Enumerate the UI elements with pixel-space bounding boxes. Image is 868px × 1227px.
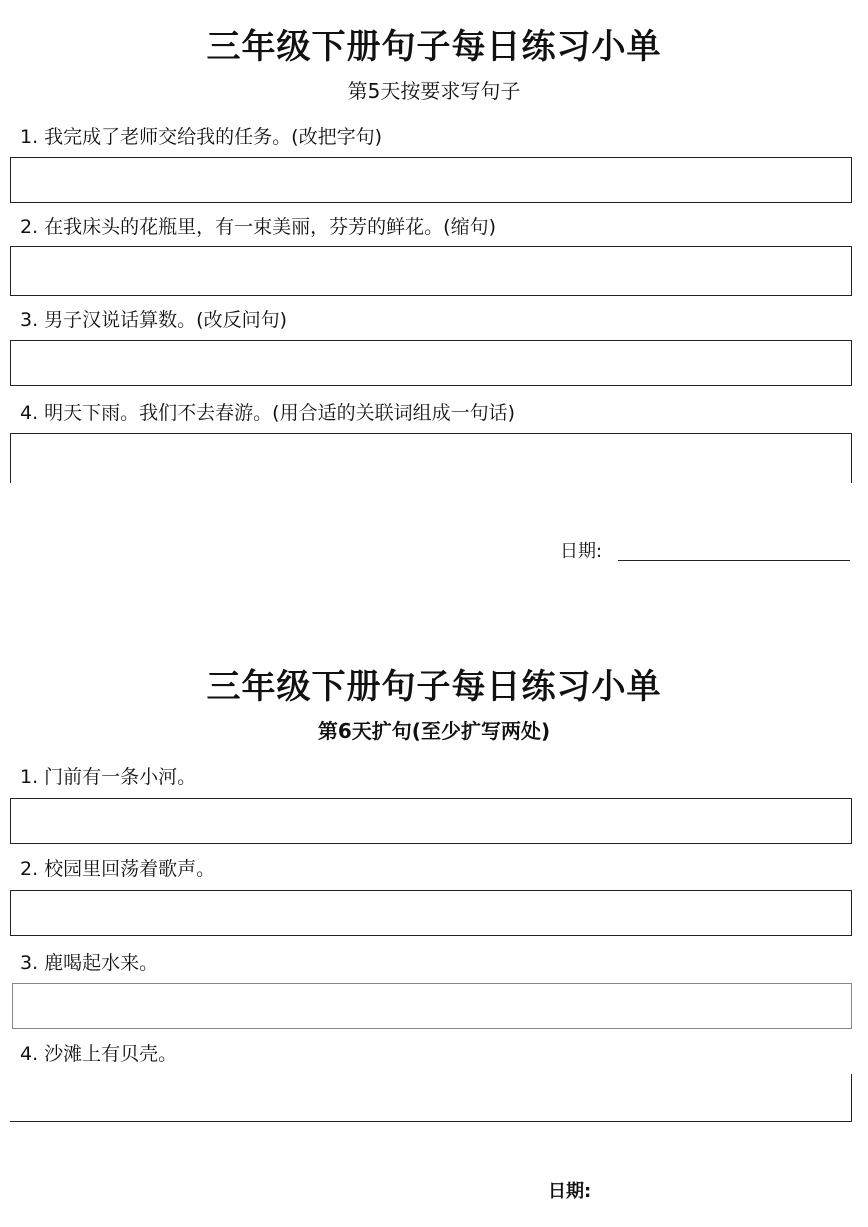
answer-box-3[interactable] xyxy=(10,340,852,386)
date-label: 日期: xyxy=(548,1181,592,1202)
answer-box-1[interactable] xyxy=(10,157,852,203)
answer-box-1[interactable] xyxy=(10,798,852,844)
worksheet-subtitle: 第6天扩句(至少扩写两处) xyxy=(317,719,551,743)
question-4: 4. 沙滩上有贝壳。 xyxy=(20,1043,178,1065)
question-2: 2. 校园里回荡着歌声。 xyxy=(20,858,216,880)
worksheet-title: 三年级下册句子每日练习小单 xyxy=(206,27,662,67)
question-2: 2. 在我床头的花瓶里，有一束美丽，芬芳的鲜花。(缩句) xyxy=(20,216,496,238)
answer-box-3[interactable] xyxy=(12,983,852,1029)
worksheet-subtitle: 第5天按要求写句子 xyxy=(347,79,521,103)
answer-box-4[interactable] xyxy=(10,433,852,483)
worksheet-title: 三年级下册句子每日练习小单 xyxy=(206,667,662,707)
question-4: 4. 明天下雨。我们不去春游。(用合适的关联词组成一句话) xyxy=(20,402,515,424)
answer-box-2[interactable] xyxy=(10,890,852,936)
question-1: 1. 门前有一条小河。 xyxy=(20,766,197,788)
question-3: 3. 男子汉说话算数。(改反问句) xyxy=(20,309,287,331)
question-1: 1. 我完成了老师交给我的任务。(改把字句) xyxy=(20,126,382,148)
question-3: 3. 鹿喝起水来。 xyxy=(20,952,159,974)
answer-box-2[interactable] xyxy=(10,246,852,296)
date-input-line[interactable] xyxy=(618,560,850,561)
answer-box-4[interactable] xyxy=(10,1074,852,1122)
date-label: 日期: xyxy=(560,541,603,562)
